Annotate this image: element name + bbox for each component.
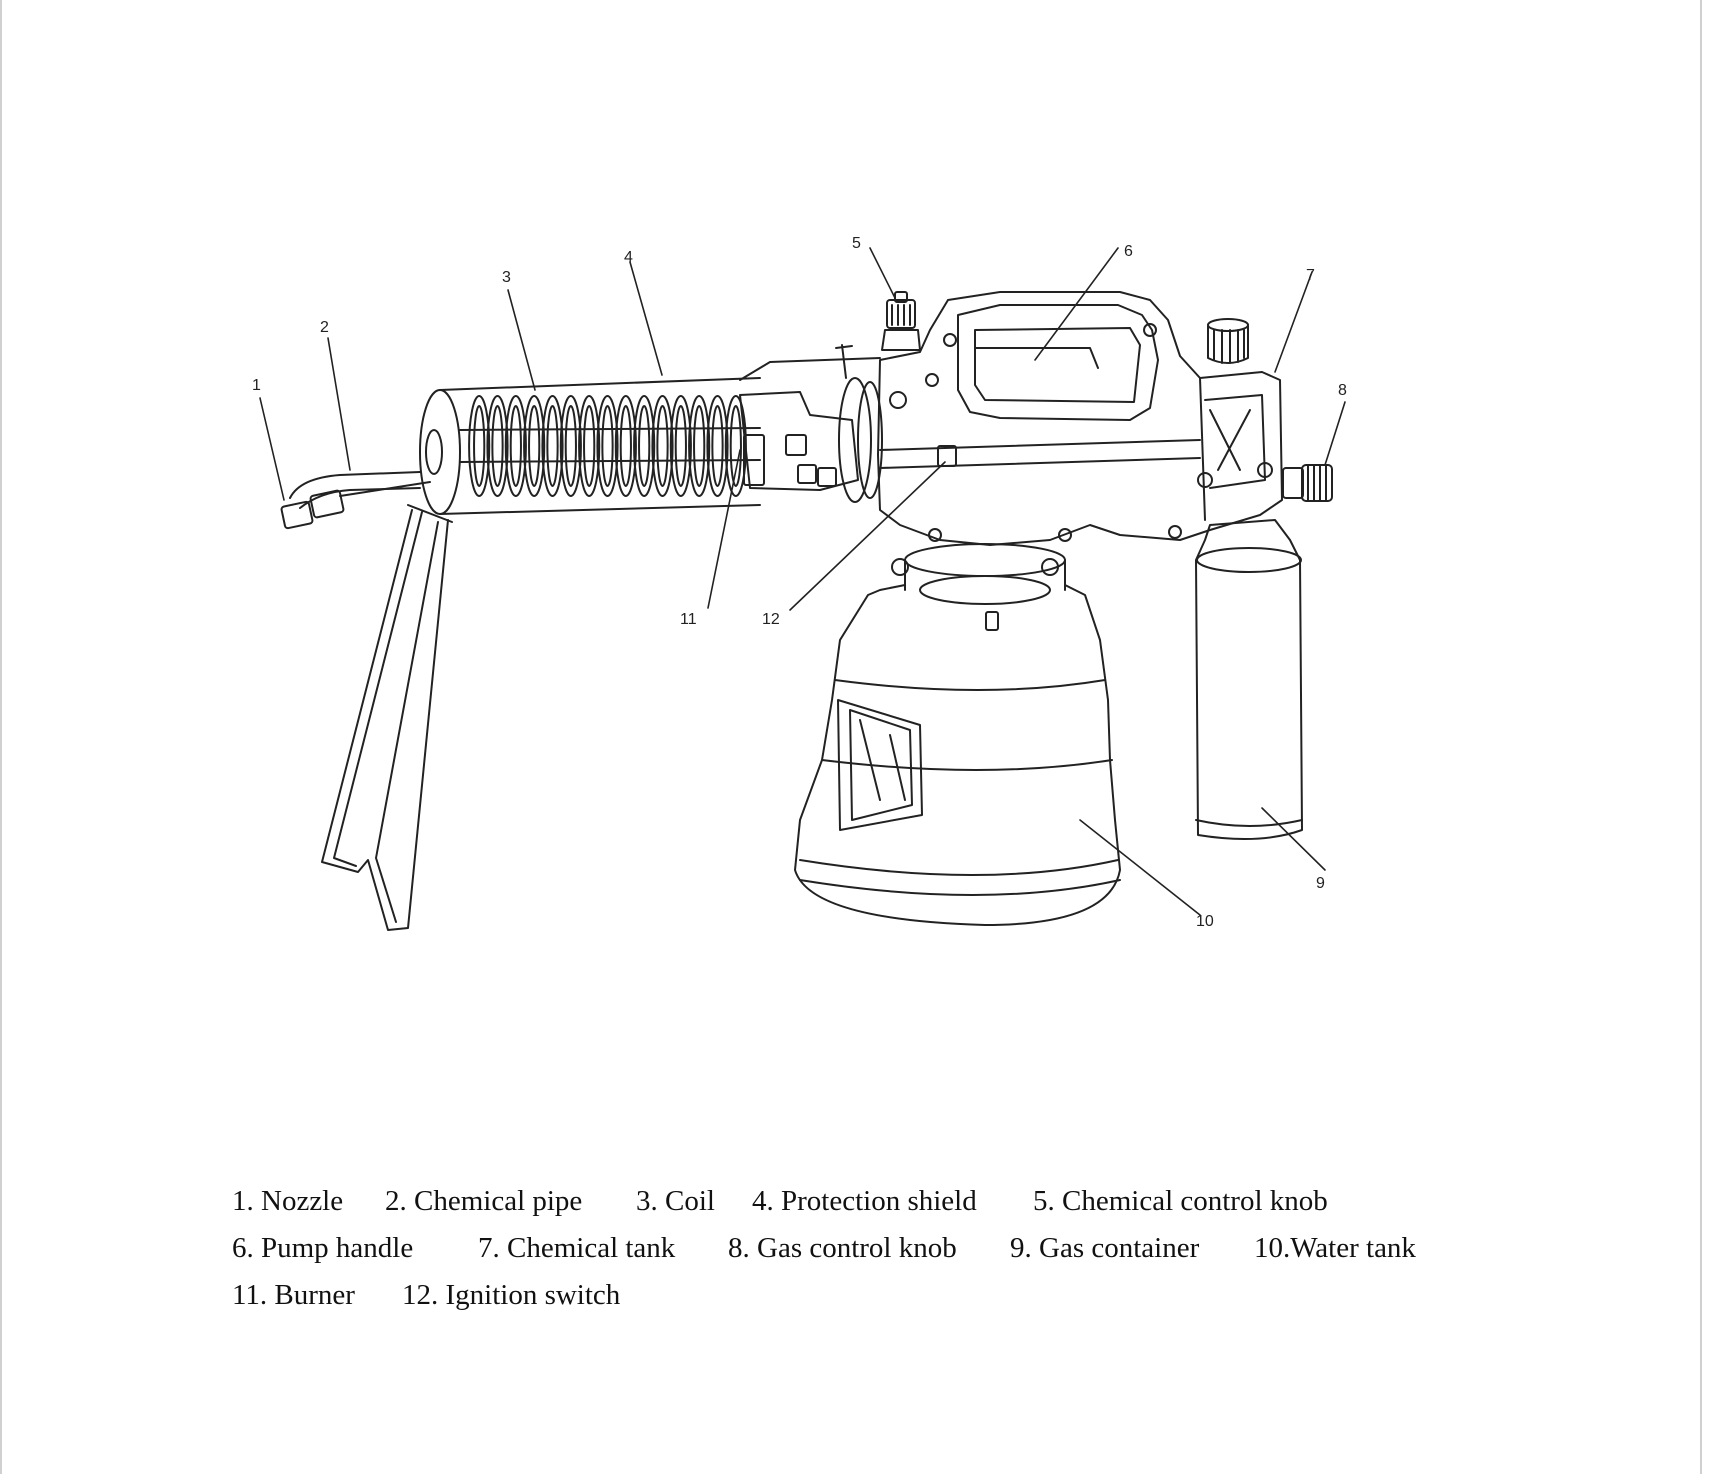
callout-6: 6 <box>1124 243 1133 260</box>
callout-5: 5 <box>852 235 861 252</box>
support-stand <box>322 505 452 930</box>
callout-4: 4 <box>624 249 633 266</box>
legend-item-pump-handle: 6. Pump handle <box>232 1232 414 1264</box>
coil-turn <box>707 396 727 496</box>
callout-11: 11 <box>680 611 697 628</box>
parts-legend <box>232 1178 1532 1319</box>
nozzle-assembly <box>281 472 430 529</box>
legend-row-1 <box>232 1178 1532 1225</box>
coil-turn <box>542 396 562 496</box>
coil-turn <box>487 396 507 496</box>
coil-turn-inner <box>492 406 502 486</box>
callout-1: 1 <box>252 377 261 394</box>
coil-turn <box>579 396 599 496</box>
callout-10: 10 <box>1196 913 1214 930</box>
coil-turn-inner <box>602 406 612 486</box>
callout-12: 12 <box>762 611 780 628</box>
callout-7: 7 <box>1306 267 1315 284</box>
coil-turn <box>689 396 709 496</box>
legend-item-chemical-tank: 7. Chemical tank <box>478 1232 676 1264</box>
coil-turn <box>726 396 746 496</box>
gas-container <box>1196 520 1302 839</box>
coil-turn <box>652 396 672 496</box>
coil-turn <box>506 396 526 496</box>
coil-turn <box>597 396 617 496</box>
coil-turn-inner <box>676 406 686 486</box>
legend-item-gas-control-knob: 8. Gas control knob <box>728 1232 957 1264</box>
coil-turn <box>616 396 636 496</box>
gas-control-knob <box>1283 465 1332 501</box>
legend-item-protection-shield: 4. Protection shield <box>752 1185 977 1217</box>
coil-turn <box>671 396 691 496</box>
callout-9: 9 <box>1316 875 1325 892</box>
legend-item-burner: 11. Burner <box>232 1279 355 1311</box>
callout-8: 8 <box>1338 382 1347 399</box>
chemical-tank-cap <box>1208 319 1248 363</box>
heating-coil <box>460 396 760 496</box>
legend-item-chemical-pipe: 2. Chemical pipe <box>385 1185 583 1217</box>
burner-head <box>740 345 882 502</box>
legend-item-chemical-control-knob: 5. Chemical control knob <box>1033 1185 1328 1217</box>
coil-turn-inner <box>474 406 484 486</box>
legend-item-water-tank: 10.Water tank <box>1254 1232 1416 1264</box>
legend-row-2 <box>232 1225 1532 1272</box>
coil-turn-inner <box>547 406 557 486</box>
coil-turn-inner <box>639 406 649 486</box>
coil-turn-inner <box>694 406 704 486</box>
coil-turn <box>524 396 544 496</box>
coil-turn <box>561 396 581 496</box>
coil-turn-inner <box>657 406 667 486</box>
coil-turn <box>634 396 654 496</box>
coil-turn-inner <box>621 406 631 486</box>
coil-turn <box>469 396 489 496</box>
callout-3: 3 <box>502 269 511 286</box>
chemical-control-knob <box>882 292 920 350</box>
legend-item-coil: 3. Coil <box>636 1185 715 1217</box>
coil-turn-inner <box>712 406 722 486</box>
coil-turn-inner <box>584 406 594 486</box>
legend-item-ignition-switch: 12. Ignition switch <box>402 1279 621 1311</box>
callout-2: 2 <box>320 319 329 336</box>
coil-turn-inner <box>566 406 576 486</box>
legend-item-gas-container: 9. Gas container <box>1010 1232 1200 1264</box>
legend-row-3 <box>232 1272 1532 1319</box>
legend-item-nozzle: 1. Nozzle <box>232 1185 344 1217</box>
coil-turn-inner <box>511 406 521 486</box>
coil-turn-inner <box>529 406 539 486</box>
water-tank <box>795 544 1120 925</box>
